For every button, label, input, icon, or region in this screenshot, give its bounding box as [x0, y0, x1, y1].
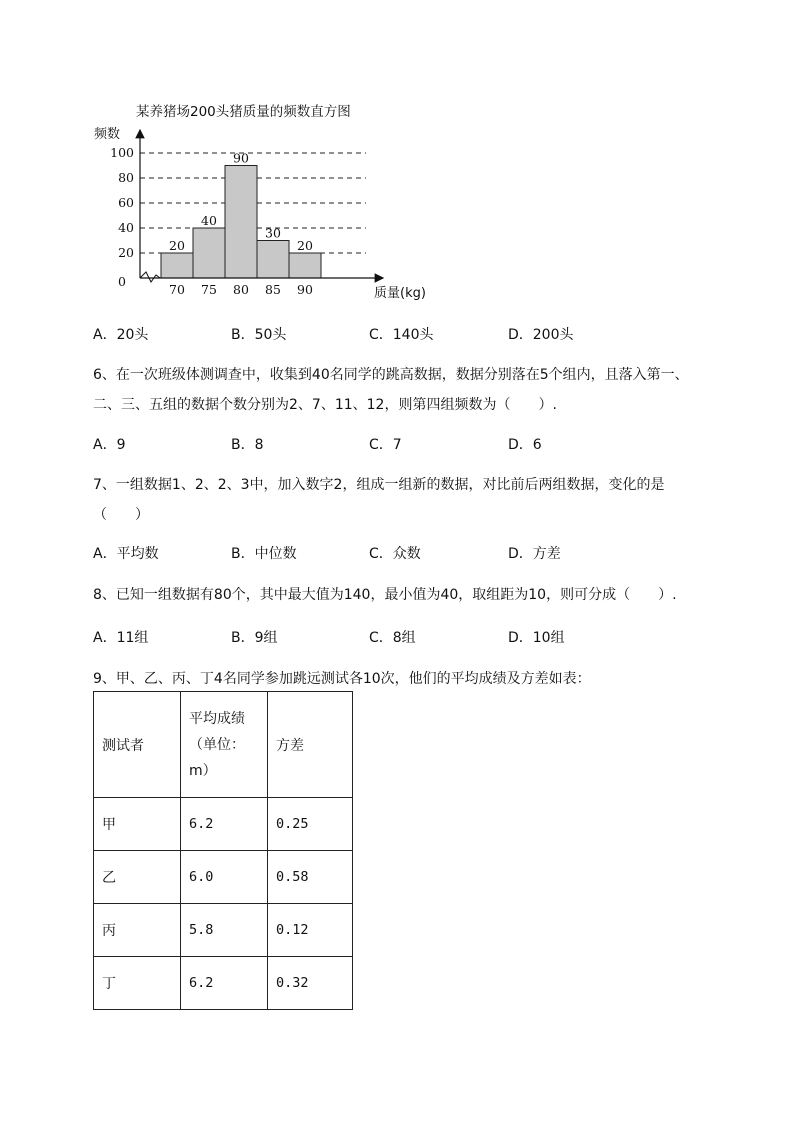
question-6 — [93, 360, 733, 420]
x-tick-label: 85 — [265, 282, 281, 297]
histogram-bar — [161, 253, 193, 278]
header-average-line-3: m） — [189, 762, 217, 779]
histogram-bar — [225, 166, 257, 279]
chart-title: 某养猪场200头猪质量的频数直方图 — [136, 104, 351, 120]
y-tick-label: 20 — [118, 245, 134, 260]
table-row — [94, 851, 353, 904]
q6-option-b[interactable]: B．8 — [231, 437, 264, 453]
table-row — [94, 798, 353, 851]
table-header-row — [94, 692, 353, 798]
q6-options — [93, 434, 713, 454]
bar-value-label: 20 — [297, 238, 313, 253]
histogram-bar — [289, 253, 321, 278]
row-variance: 0.32 — [268, 957, 353, 1010]
scores-table — [93, 691, 353, 1010]
q7-line-1: 7、一组数据1、2、2、3中，加入数字2，组成一组新的数据，对比前后两组数据，变化的是 — [93, 477, 665, 493]
header-average-score — [181, 692, 268, 798]
origin-label: 0 — [118, 274, 126, 289]
q6-option-d[interactable]: D．6 — [508, 437, 542, 453]
y-tick-label: 80 — [118, 170, 134, 185]
x-tick-label: 80 — [233, 282, 249, 297]
row-tester: 丁 — [94, 957, 181, 1010]
q7-option-d[interactable]: D．方差 — [508, 546, 561, 562]
y-axis-label: 频数 — [94, 127, 121, 142]
x-tick-label: 90 — [297, 282, 313, 297]
table-row — [94, 957, 353, 1010]
bars — [161, 166, 321, 279]
y-ticks — [110, 145, 134, 260]
x-ticks — [169, 282, 313, 297]
bar-value-label: 20 — [169, 238, 185, 253]
header-average-line-1: 平均成绩 — [189, 710, 245, 727]
histogram-bar — [257, 241, 289, 279]
axis-break-zigzag — [140, 272, 160, 282]
row-average: 6.0 — [181, 851, 268, 904]
bar-value-label: 30 — [265, 225, 281, 241]
q8-line-1: 8、已知一组数据有80个，其中最大值为140，最小值为40，取组距为10，则可分成（ ）. — [93, 587, 677, 603]
x-tick-label: 75 — [201, 282, 217, 297]
q5-option-b[interactable]: B．50头 — [231, 327, 287, 343]
q8-option-c[interactable]: C．8组 — [369, 630, 416, 646]
q7-option-a[interactable]: A．平均数 — [93, 546, 159, 562]
y-tick-label: 60 — [118, 195, 134, 210]
question-8 — [93, 580, 733, 610]
q8-option-a[interactable]: A．11组 — [93, 630, 149, 646]
row-tester: 乙 — [94, 851, 181, 904]
header-variance: 方差 — [268, 692, 353, 798]
row-tester: 甲 — [94, 798, 181, 851]
q6-option-a[interactable]: A．9 — [93, 437, 126, 453]
row-tester: 丙 — [94, 904, 181, 957]
q5-option-a[interactable]: A．20头 — [93, 327, 149, 343]
bar-value-label: 40 — [201, 213, 217, 228]
q7-line-2: （ ） — [93, 507, 149, 523]
q6-option-c[interactable]: C．7 — [369, 437, 402, 453]
q8-options — [93, 627, 713, 647]
q6-line-1: 6、在一次班级体测调查中，收集到40名同学的跳高数据，数据分别落在5个组内，且落入第一、 — [93, 367, 689, 383]
row-average: 6.2 — [181, 798, 268, 851]
histogram-bar — [193, 228, 225, 278]
q6-line-2: 二、三、五组的数据个数分别为2、7、11、12，则第四组频数为（ ）. — [93, 397, 557, 413]
row-variance: 0.58 — [268, 851, 353, 904]
q5-option-d[interactable]: D．200头 — [508, 327, 574, 343]
q5-options — [93, 324, 713, 344]
header-average-line-2: （单位： — [189, 736, 245, 753]
y-tick-label: 40 — [118, 220, 134, 235]
row-average: 5.8 — [181, 904, 268, 957]
q8-option-b[interactable]: B．9组 — [231, 630, 278, 646]
q5-option-c[interactable]: C．140头 — [369, 327, 434, 343]
q7-options — [93, 543, 713, 563]
q7-option-b[interactable]: B．中位数 — [231, 546, 297, 562]
q9-line-1: 9、甲、乙、丙、丁4名同学参加跳远测试各10次，他们的平均成绩及方差如表： — [93, 671, 591, 687]
row-average: 6.2 — [181, 957, 268, 1010]
row-variance: 0.25 — [268, 798, 353, 851]
table-row — [94, 904, 353, 957]
frequency-histogram — [88, 122, 448, 307]
q8-option-d[interactable]: D．10组 — [508, 630, 565, 646]
question-9 — [93, 664, 733, 694]
bar-value-label: 90 — [233, 150, 249, 166]
y-tick-label: 100 — [110, 145, 134, 160]
x-tick-label: 70 — [169, 282, 185, 297]
header-tester: 测试者 — [94, 692, 181, 798]
x-axis-label: 质量(kg) — [374, 286, 426, 301]
question-7 — [93, 470, 733, 530]
row-variance: 0.12 — [268, 904, 353, 957]
q7-option-c[interactable]: C．众数 — [369, 546, 421, 562]
